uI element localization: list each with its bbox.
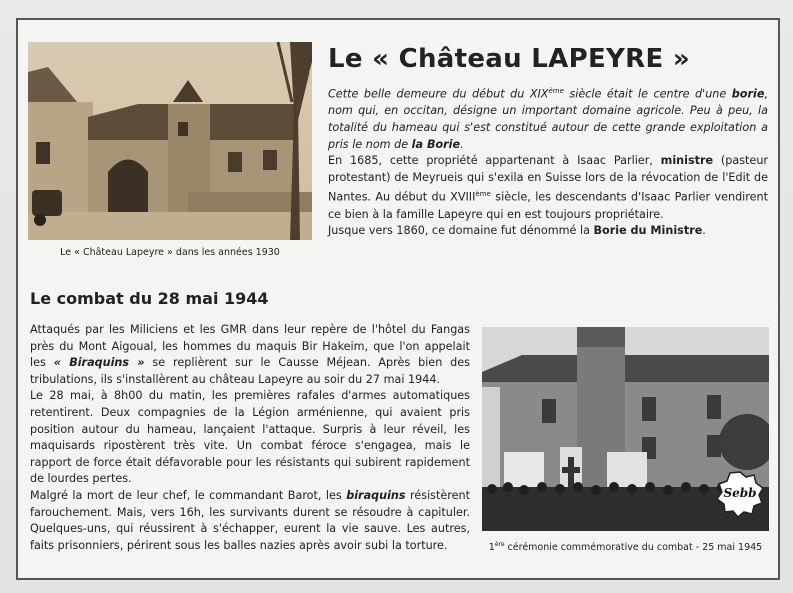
photo-chateau-1930-image [28, 42, 312, 240]
photo-chateau-1930 [28, 42, 312, 240]
intro-paragraph-2: En 1685, cette propriété appartenant à Isaac Parlier, ministre (pasteur protestant) de Meyrueis qui s'exila en Suisse lors de la révocation de l'Edit de Nantes. Au début du XVIIIème siècle, les descendants d'Isaac Parlier vendirent ce bien à la famille Lapeyre qui en est toujours propriétaire. [328, 154, 769, 221]
combat-paragraph-1: Attaqués par les Miliciens et les GMR dans leur repère de l'hôtel du Fangas près du Mont Aigoual, les hommes du maquis Bir Hakeim, que l'on appelait les « Biraquins » se replièrent sur le Causse Méjean. Après bien des tribulations, ils s'installèrent au château Lapeyre au soir du 27 mai 1944. [30, 323, 470, 386]
intro-paragraph-3: Jusque vers 1860, ce domaine fut dénommé la Borie du Ministre. [328, 224, 706, 238]
sebb-logo-text: Sebb [723, 486, 757, 500]
page-title: Le « Château LAPEYRE » [328, 44, 690, 74]
combat-paragraph-3: Malgré la mort de leur chef, le commandant Barot, les biraquins résistèrent farouchement. Mais, vers 16h, les survivants durent se résoudre à capituler. Quelques-uns, qui réussirent à s'échapper, eurent la vie sauve. Les autres, faits prisonniers, périrent sous les balles nazies après avoir subi la torture. [30, 488, 470, 552]
combat-text [30, 322, 470, 554]
photo-ceremony-1945-caption: 1ère cérémonie commémorative du combat - 25 mai 1945 [488, 541, 763, 554]
photo-chateau-1930-caption: Le « Château Lapeyre » dans les années 1930 [60, 247, 280, 258]
intro-text [328, 83, 768, 240]
sebb-logo [716, 470, 764, 518]
section-title: Le combat du 28 mai 1944 [30, 289, 269, 308]
combat-paragraph-2: Le 28 mai, à 8h00 du matin, les premières rafales d'armes automatiques retentirent. Deux compagnies de la Légion arménienne, qui avaient pris position autour du hameau, lançaient l'attaque. Surpris à leur réveil, les maquisards ripostèrent très vite. Un combat féroce s'engagea, mais le rapport de force était défavorable pour les résistants qui subirent rapidement de lourdes pertes. [30, 389, 470, 486]
intro-paragraph-1: Cette belle demeure du début du XIXème siècle était le centre d'une borie, nom qui, en occitan, désigne un important domaine agricole. Peu à peu, la totalité du hameau qui s'est constitué autour de cette grande exploitation a pris le nom de la Borie. [328, 87, 768, 151]
